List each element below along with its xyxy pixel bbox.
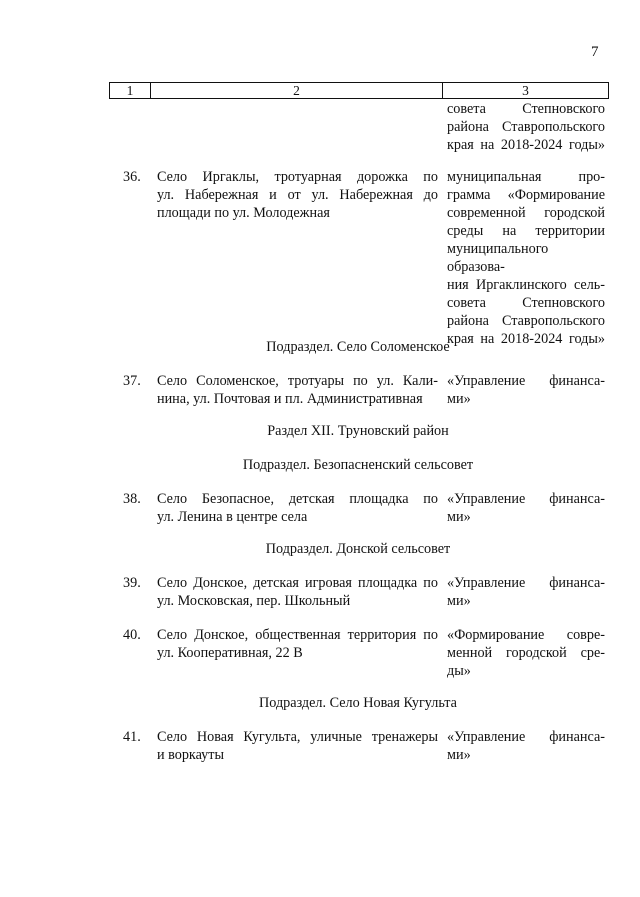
carry-line: края на 2018-2024 годы» [447, 137, 605, 153]
program-line: ми» [447, 509, 471, 525]
desc-line: Село Донское, детская игровая площадка по [157, 575, 438, 591]
program-line: современной городской [447, 205, 605, 221]
program-line: ми» [447, 747, 471, 763]
desc-line: ул. Московская, пер. Школьный [157, 593, 351, 609]
program-line: грамма «Формирование [447, 187, 605, 203]
program-line: «Управление финанса- [447, 729, 605, 745]
row-description [157, 626, 438, 662]
row-number: 38. [123, 491, 141, 507]
header-col-1: 1 [110, 83, 151, 98]
row-number: 37. [123, 373, 141, 389]
desc-line: и воркауты [157, 747, 225, 763]
program-line: муниципальная про- [447, 169, 605, 185]
subsection-heading: Подраздел. Село Соломенское [266, 339, 450, 355]
row-description [157, 168, 438, 222]
desc-line: ул. Набережная и от ул. Набережная до [157, 187, 438, 203]
carry-line: совета Степновского [447, 101, 605, 117]
desc-line: Село Соломенское, тротуары по ул. Кали- [157, 373, 438, 389]
desc-line: Село Донское, общественная территория по [157, 627, 438, 643]
program-line: района Ставропольского [447, 313, 605, 329]
program-line: среды на территории [447, 223, 605, 239]
row-program [447, 574, 605, 610]
section-heading: Раздел XII. Труновский район [267, 423, 449, 439]
row-description [157, 372, 438, 408]
row-program [447, 728, 605, 764]
desc-line: ул. Кооперативная, 22 В [157, 645, 303, 661]
program-line: муниципального образова- [447, 241, 549, 275]
row-number: 36. [123, 169, 141, 185]
desc-line: Село Иргаклы, тротуарная дорожка по [157, 169, 438, 185]
program-line: «Управление финанса- [447, 373, 605, 389]
header-col-2: 2 [151, 83, 443, 98]
row-description [157, 490, 438, 526]
program-line: «Формирование совре- [447, 627, 605, 643]
desc-line: Село Безопасное, детская площадка по [157, 491, 438, 507]
subsection-heading: Подраздел. Безопасненский сельсовет [242, 457, 474, 473]
program-line: ния Иргаклинского сель- [447, 277, 605, 293]
program-line: совета Степновского [447, 295, 605, 311]
carry-over-program [447, 100, 605, 154]
table-header [109, 82, 609, 99]
row-description [157, 728, 438, 764]
desc-line: Село Новая Кугульта, уличные тренажеры [157, 729, 438, 745]
desc-line: ул. Ленина в центре села [157, 509, 308, 525]
program-line: «Управление финанса- [447, 491, 605, 507]
row-program [447, 168, 605, 348]
program-line: менной городской сре- [447, 645, 605, 661]
program-line: ми» [447, 391, 471, 407]
row-program [447, 372, 605, 408]
row-program [447, 490, 605, 526]
header-col-3: 3 [522, 83, 529, 98]
program-line: «Управление финанса- [447, 575, 605, 591]
row-program [447, 626, 605, 680]
row-number: 40. [123, 627, 141, 643]
page-number: 7 [591, 44, 599, 60]
desc-line: площади по ул. Молодежная [157, 205, 330, 221]
row-number: 41. [123, 729, 141, 745]
row-number: 39. [123, 575, 141, 591]
program-line: ми» [447, 593, 471, 609]
row-description [157, 574, 438, 610]
program-line: ды» [447, 663, 471, 679]
desc-line: нина, ул. Почтовая и пл. Административная [157, 391, 423, 407]
carry-line: района Ставропольского [447, 119, 605, 135]
program-line: края на 2018-2024 годы» [447, 331, 605, 347]
subsection-heading: Подраздел. Село Новая Кугульта [259, 695, 457, 711]
subsection-heading: Подраздел. Донской сельсовет [265, 541, 451, 557]
